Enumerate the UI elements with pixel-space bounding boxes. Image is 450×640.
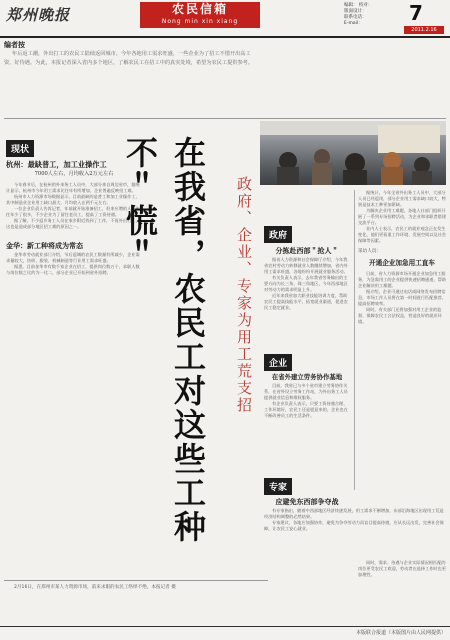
enterprise-article xyxy=(264,372,350,474)
enterprise-title: 在省外建立劳务协作基地 xyxy=(271,373,343,381)
editor-note xyxy=(4,40,254,116)
crowd-photo-icon xyxy=(260,121,446,185)
policy-title: 分拣赴西部＂抢人＂ xyxy=(275,247,339,255)
right-column xyxy=(358,190,446,486)
section-tag-expert: 专家 xyxy=(264,478,292,495)
page-number: 7 xyxy=(409,1,423,25)
left-lead: 7000人左右，月均收入2万元左右 xyxy=(34,171,114,177)
enterprise-paragraph: 有企业负责人表示，只要工资待遇合理、工作环境好，农民工还是愿意来的，企业也在不断改善员工的生活条件。 xyxy=(264,401,348,418)
footer-rule xyxy=(0,626,450,627)
section-tag-policy: 政府 xyxy=(264,226,292,243)
left-sub-paragraph: 据悉，目前金华市有数千家企业在招工，提供岗位数万个，求职人数与岗位数之比约为一比二，部分企业已开始到省外招聘。 xyxy=(6,264,140,275)
issue-date: 2011.2.16 xyxy=(404,26,444,34)
policy-article xyxy=(264,246,350,342)
section-banner xyxy=(140,2,260,28)
policy-paragraph: 据省人力资源和社会保障厅介绍，今年我省农村劳动力转移就业人数继续增加，省内外用工需求旺盛，各地纷纷开展就业服务活动。 xyxy=(264,257,348,274)
divider xyxy=(4,118,446,119)
column-divider xyxy=(354,190,355,490)
enterprise-paragraph: 目前，我省已与多个省市建立劳务协作关系，在省外设立劳务工作站，为外出务工人员提供就业信息和维权服务。 xyxy=(264,383,348,400)
right-mid-paragraph: 据介绍，企业可通过电话或网络发布招聘信息，市场工作人员将在第一时间进行匹配推荐，提高招聘效率。 xyxy=(358,289,446,306)
section-title: 农民信箱 xyxy=(171,2,228,16)
section-tag-enterprise: 企业 xyxy=(264,354,292,371)
newspaper-logo: 郑州晚报 xyxy=(6,6,71,24)
left-paragraph: 今年春节后，在杭州的外来务工人员中，大部分来自周边省市，据统计显示，杭州市今年用工需求比往年有所增加，企业普遍反映招工难。 xyxy=(6,182,140,193)
right-mid-paragraph: 同时，有关部门还将加强对用工企业的监督，保障农民工合法权益，营造良好的就业环境。 xyxy=(358,307,442,324)
main-headline: 在我省，农民工对这些工种不＂慌＂ xyxy=(121,136,207,544)
left-headline: 杭州：最缺普工，加工业操作工 xyxy=(6,160,107,169)
divider xyxy=(4,580,268,581)
edition-info-line: 版面设计： xyxy=(344,9,367,14)
expert-paragraph: 专家建议，各地应加强协作，避免为争夺劳动力而盲目提高待遇，应从长远出发，完善社会保障，让农民工安心就业。 xyxy=(264,520,444,531)
expert-paragraph: 有专家指出，随着中西部地区经济快速发展，用工需求不断增加，东部沿海地区出现用工荒是经济结构调整的必然结果。 xyxy=(264,508,444,519)
editor-note-label: 编者按 xyxy=(4,41,25,49)
expert-title: 应避免东西部争夺战 xyxy=(275,498,339,506)
masthead-rule xyxy=(0,36,450,38)
right-bottom-text: 同时，需求、待遇与企业实际情况相匹配的岗位更受农民工欢迎，劳动者在选择工作时也更加理性。 xyxy=(358,560,446,577)
section-tag-status: 现状 xyxy=(6,140,34,157)
right-mid-paragraph: 日前，省人力资源市场开通企业加急用工服务，为急需用工的企业提供快速招聘通道，帮助企业解决用工难题。 xyxy=(358,271,446,288)
news-photo xyxy=(260,121,446,185)
right-paragraph: 为解决企业用工难题，各地人社部门组织开展了一系列专场招聘活动，为企业和求职者搭建交流平台。 xyxy=(358,208,446,225)
section-pinyin: Nong min xin xiang xyxy=(161,18,239,25)
edition-info-line: 联系电话： xyxy=(344,15,367,20)
main-subheadline: 政府、企业、专家为用工荒支招 xyxy=(235,176,253,414)
policy-paragraph: 近年来我省加大职业技能培训力度，帮助农民工提高技能水平，拓宽就业渠道，促进农民工稳定就业。 xyxy=(264,293,348,310)
masthead xyxy=(0,0,450,36)
footer-credit: 本版联合报道（本版图片由人民网提供） xyxy=(355,630,446,636)
right-paragraph: 据统计，今年全省外出务工人员中，大部分人员已经返岗，部分企业用工需求缺口较大，特别是技术工种更加紧缺。 xyxy=(358,190,446,207)
policy-paragraph: 有关负责人表示，去年我省劳务输出的主要方向为长三角、珠三角地区，今年西部地区对劳动力的需求明显上升。 xyxy=(264,275,348,292)
edition-info-line: E-mail： xyxy=(344,21,363,26)
left-subhead: 金华：新工种将成为常态 xyxy=(6,242,83,250)
right-caption: 采访人员： xyxy=(358,249,381,254)
edition-info-line: 编辑： 校对： xyxy=(344,3,373,8)
right-paragraph: 业内人士表示，农民工的就业观念正在发生变化，他们更看重工作环境、发展空间以及社会保障等因素。 xyxy=(358,226,446,243)
edition-info xyxy=(344,3,404,27)
left-bottom-note: 2月16日，在郑州市某人力资源市场，前来求职的农民工络绎不绝，本报记者 摄 xyxy=(14,585,176,590)
editor-note-text: 年后返工潮，外出打工的农民工陆续返回城市。今年各地用工需求旺盛，一些企业为了招工不惜开出高工资、好待遇。为此，本报记者深入省内多个地区，了解农民工在招工中的真实处境，希望为农民工提供参考。 xyxy=(4,51,254,66)
left-paragraph: 一位企业负责人告诉记者，年前就开始准备招工，但来应聘的人数比往年少了很多，不少企业为了留住老员工，提高了工资待遇。 xyxy=(6,206,140,217)
left-paragraph: 据了解，不少返乡务工人员在家乡附近找到了工作，不再外出打工，这也是造成部分地区招工难的原因之一。 xyxy=(6,218,140,229)
left-paragraph: 杭州市人力资源市场数据显示，目前最缺的是普工和加工业操作工，其中制造业企业用工缺口最大，月均收入在两千元左右。 xyxy=(6,194,140,205)
right-mid-title: 开通企业加急用工直车 xyxy=(369,259,435,267)
left-sub-paragraph: 金华市劳动就业部门介绍，节后返城的农民工数量有所减少，企业需求量较大，纺织、服装、机械制造等行业用工需求旺盛。 xyxy=(6,252,140,263)
